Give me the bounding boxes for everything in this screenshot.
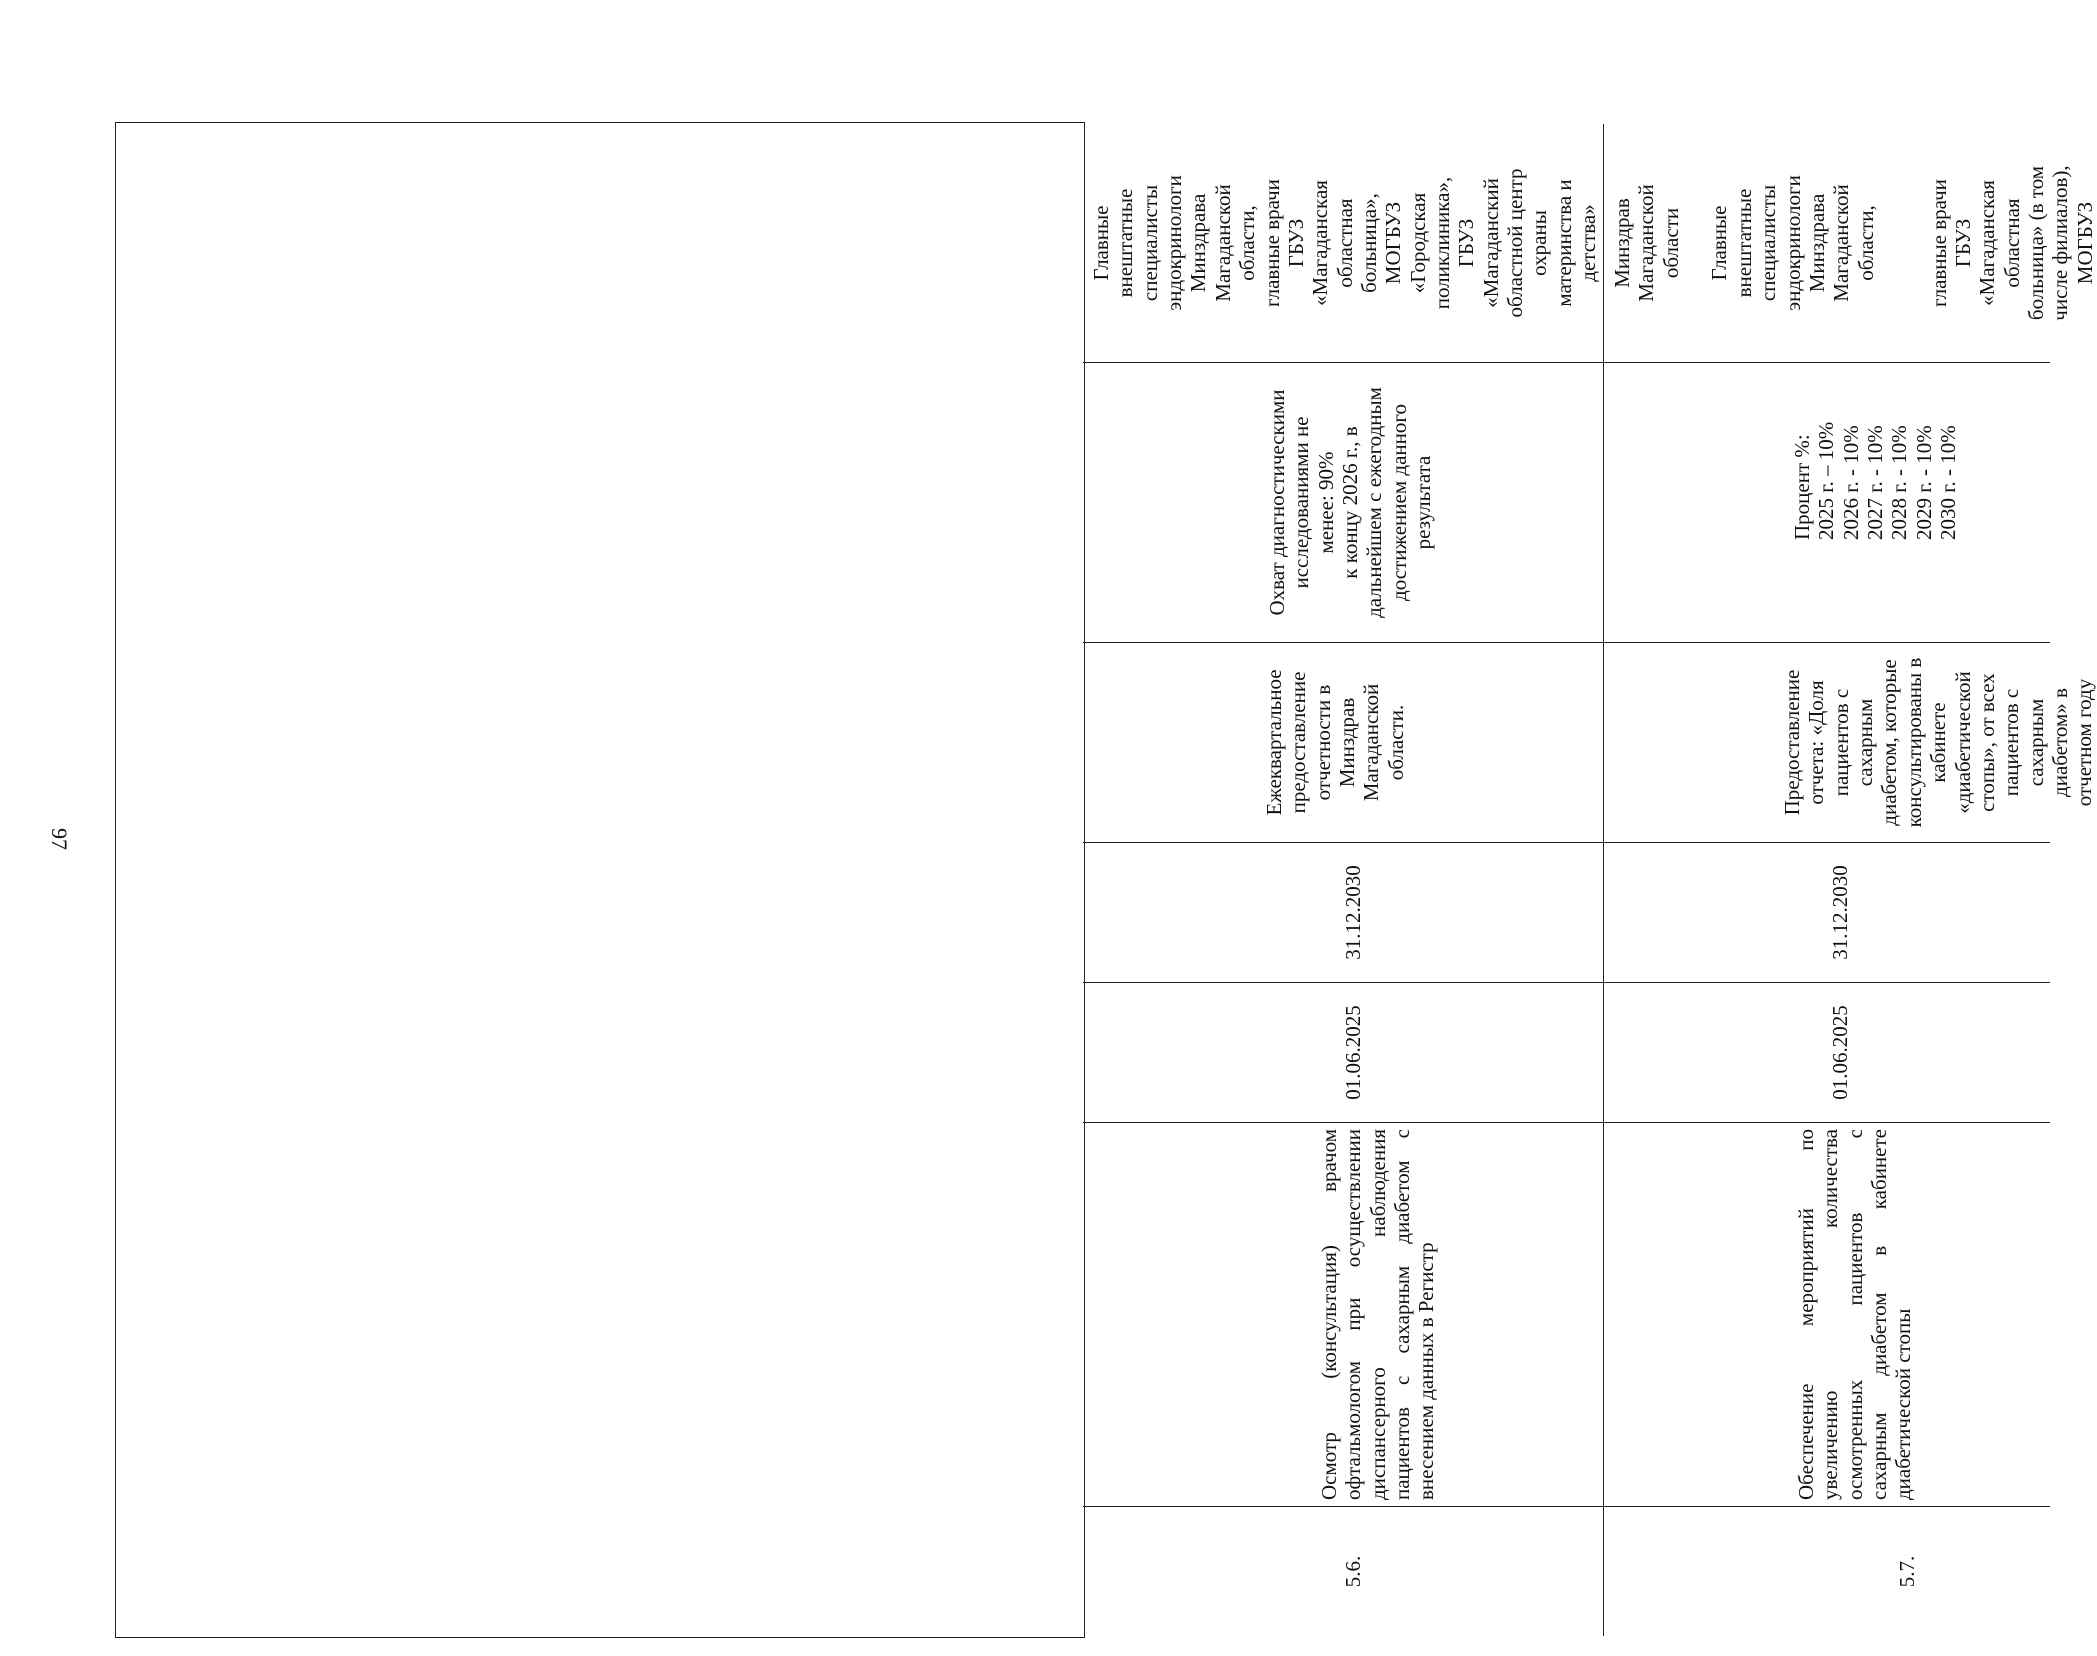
- activity-line: офтальмологом при осуществлении: [1341, 1129, 1366, 1500]
- responsible-cell: [1083, 124, 1603, 362]
- responsible-line: области,: [1235, 205, 1260, 281]
- responsible-line: области: [1658, 207, 1683, 279]
- responsible-line: главные врачи: [1926, 179, 1951, 307]
- responsible-line: поликлиника»,: [1430, 176, 1455, 310]
- result-text: [1262, 649, 1408, 836]
- result-line: Магаданской: [1359, 683, 1384, 802]
- row-number-cell: [1604, 1506, 2050, 1636]
- table-row: [1083, 124, 1604, 1636]
- responsible-line: Магаданской: [1829, 184, 1854, 302]
- indicator-text: [1790, 369, 1961, 540]
- end-date-cell: [1083, 842, 1603, 982]
- responsible-line: Минздрава: [1186, 193, 1211, 293]
- result-line: стопы», от всех: [1974, 673, 1999, 812]
- responsible-line: «Магаданский: [1478, 178, 1503, 308]
- result-line: предоставление: [1286, 671, 1311, 814]
- responsible-line: [1683, 130, 1707, 356]
- result-line: диабетом, которые: [1877, 659, 1902, 826]
- start-date-cell: [1083, 982, 1603, 1122]
- indicator-line: 2026 г. - 10%: [1838, 425, 1863, 540]
- activity-text: [1794, 1129, 1916, 1500]
- row-number: 5.7.: [1895, 1555, 1919, 1588]
- activity-cell: [1083, 1122, 1603, 1506]
- responsible-line: охраны: [1527, 210, 1552, 276]
- responsible-line: ГБУЗ: [1283, 218, 1308, 268]
- activity-line: увеличению количества: [1818, 1129, 1843, 1500]
- result-line: диабетом» в: [2047, 688, 2072, 797]
- responsible-line: больница»,: [1356, 193, 1381, 293]
- responsible-line: Главные: [1707, 205, 1732, 281]
- page-number: 97: [47, 828, 72, 850]
- result-line: Минздрав: [1335, 697, 1360, 788]
- responsible-line: специалисты: [1756, 184, 1781, 302]
- activity-line: диспансерного наблюдения: [1365, 1129, 1390, 1500]
- result-line: сахарным: [1853, 698, 1878, 787]
- responsible-line: областная: [1999, 198, 2024, 288]
- activity-line: осмотренных пациентов с: [1842, 1129, 1867, 1500]
- indicator-line: результата: [1411, 455, 1436, 550]
- responsible-line: [1878, 130, 1902, 356]
- start-date: 01.06.2025: [1828, 1005, 1852, 1100]
- responsible-line: областной центр: [1503, 168, 1528, 318]
- indicator-line: достижением данного: [1386, 404, 1411, 601]
- result-line: Предоставление: [1780, 669, 1804, 816]
- row-number-cell: [1083, 1506, 1603, 1636]
- result-line: отчетности в: [1310, 684, 1335, 801]
- activity-line: Осмотр (консультация) врачом: [1317, 1129, 1341, 1500]
- activity-line: диабетической стопы: [1891, 1308, 1916, 1500]
- activity-text: [1317, 1129, 1439, 1500]
- responsible-line: внештатные: [1731, 188, 1756, 298]
- table-row: [1604, 124, 2097, 1636]
- result-line: пациентов с: [1999, 688, 2024, 797]
- activity-line: внесением данных в Регистр: [1414, 1242, 1439, 1500]
- result-text: [1780, 649, 2097, 836]
- responsible-line: больница» (в том: [2024, 165, 2049, 321]
- result-line: отчета: «Доля: [1804, 680, 1829, 805]
- indicator-line: дальнейшем с ежегодным: [1362, 387, 1387, 618]
- responsible-line: специалисты: [1137, 184, 1162, 302]
- responsible-line: материнства и: [1551, 179, 1576, 307]
- indicator-line: 2025 г. – 10%: [1814, 421, 1839, 540]
- end-date-cell: [1604, 842, 2050, 982]
- indicator-cell: [1083, 362, 1603, 642]
- responsible-line: областная: [1332, 198, 1357, 288]
- responsible-text: [1089, 130, 1601, 356]
- responsible-line: [1902, 130, 1926, 356]
- responsible-line: Главные: [1089, 205, 1113, 281]
- start-date: 01.06.2025: [1341, 1005, 1365, 1100]
- responsible-line: Магаданской: [1210, 184, 1235, 302]
- responsible-line: «Магаданская: [1308, 180, 1333, 306]
- result-line: кабинете: [1926, 702, 1951, 783]
- row-number: 5.6.: [1341, 1555, 1365, 1588]
- responsible-line: детства»: [1576, 204, 1601, 282]
- result-line: Ежеквартальное: [1262, 669, 1286, 816]
- activity-line: сахарным диабетом в кабинете: [1867, 1129, 1892, 1500]
- responsible-line: числе филиалов),: [2048, 165, 2073, 321]
- responsible-line: Магаданской: [1634, 184, 1659, 302]
- indicator-line: Охват диагностическими: [1265, 389, 1289, 616]
- responsible-line: эндокринологи: [1780, 175, 1805, 311]
- result-cell: [1604, 642, 2097, 842]
- responsible-line: внештатные: [1113, 188, 1138, 298]
- indicator-line: 2028 г. - 10%: [1887, 425, 1912, 540]
- responsible-line: ГБУЗ: [1454, 218, 1479, 268]
- end-date: 31.12.2030: [1341, 865, 1365, 960]
- responsible-cell: [1604, 124, 2097, 362]
- responsible-line: области,: [1853, 205, 1878, 281]
- indicator-line: к концу 2026 г., в: [1338, 426, 1363, 579]
- activity-line: пациентов с сахарным диабетом с: [1390, 1129, 1415, 1500]
- result-line: консультированы в: [1901, 657, 1926, 828]
- responsible-line: «Городская: [1405, 192, 1430, 294]
- indicator-line: 2030 г. - 10%: [1936, 425, 1961, 540]
- indicator-line: Процент %:: [1790, 434, 1814, 540]
- responsible-line: эндокринологи: [1162, 175, 1187, 311]
- indicator-line: менее: 90%: [1313, 451, 1338, 554]
- result-line: сахарным: [2023, 698, 2048, 787]
- indicator-line: 2029 г. - 10%: [1911, 425, 1936, 540]
- responsible-text: [1610, 130, 2097, 356]
- responsible-line: МОГБУЗ: [1381, 201, 1406, 285]
- start-date-cell: [1604, 982, 2050, 1122]
- indicator-text: [1265, 369, 1436, 636]
- activity-cell: [1604, 1122, 2050, 1506]
- table-frame: [115, 122, 1085, 1638]
- result-line: «диабетической: [1950, 671, 1975, 814]
- responsible-line: «Магаданская: [1975, 180, 2000, 306]
- responsible-line: МОГБУЗ: [2072, 201, 2097, 285]
- result-line: пациентов с: [1828, 688, 1853, 797]
- indicator-cell: [1604, 362, 2050, 642]
- indicator-line: исследованиями не: [1289, 416, 1314, 589]
- result-line: отчетном году: [2072, 678, 2097, 807]
- activity-line: Обеспечение мероприятий по: [1794, 1129, 1818, 1500]
- end-date: 31.12.2030: [1828, 865, 1852, 960]
- result-cell: [1083, 642, 1603, 842]
- responsible-line: ГБУЗ: [1951, 218, 1976, 268]
- responsible-line: главные врачи: [1259, 179, 1284, 307]
- responsible-line: Минздрав: [1610, 198, 1634, 288]
- responsible-line: Минздрава: [1804, 193, 1829, 293]
- plan-table: [1083, 124, 2097, 1636]
- indicator-line: 2027 г. - 10%: [1863, 425, 1888, 540]
- result-line: области.: [1383, 704, 1408, 781]
